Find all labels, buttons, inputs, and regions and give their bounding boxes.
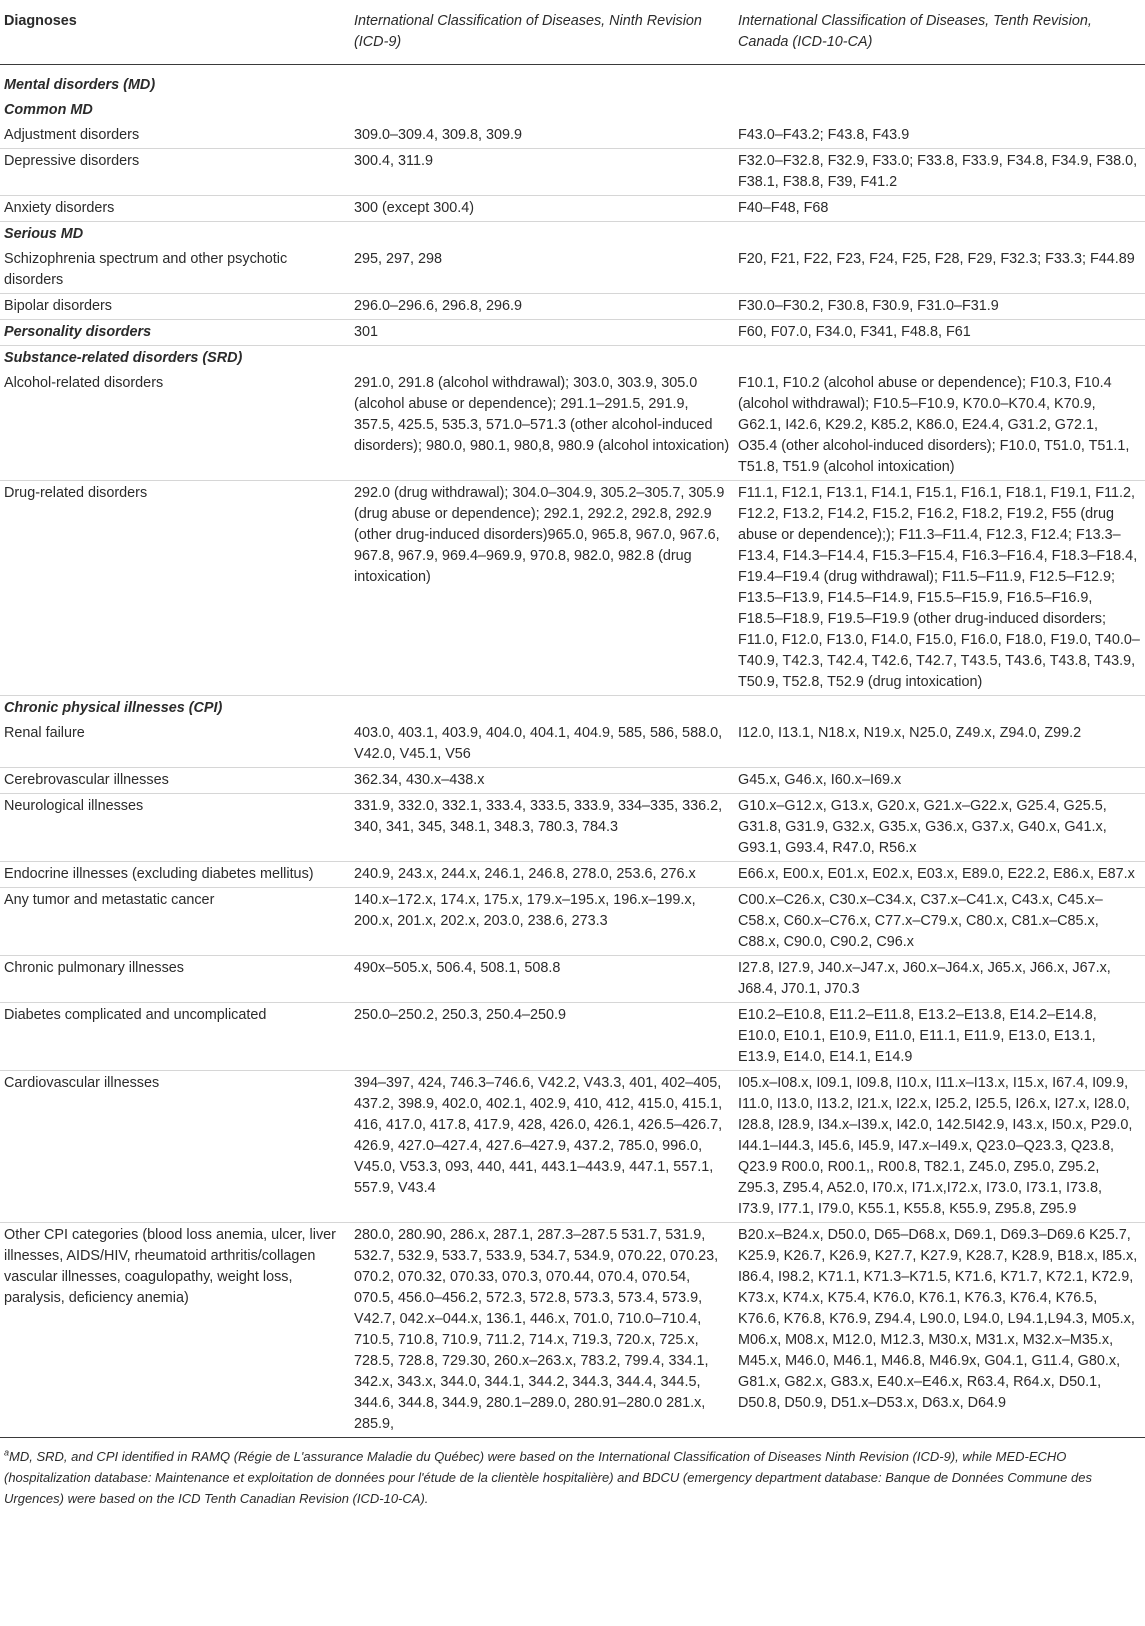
diagnosis-label: Endocrine illnesses (excluding diabetes mellitus) xyxy=(0,862,350,888)
footnote-text: MD, SRD, and CPI identified in RAMQ (Régie de L'assurance Maladie du Québec) were based on the International Classification of Diseases Ninth Revision (ICD-9), while MED-ECHO (hospitalization database: Maintenance et exploitation de données pour l'étude de la clientèle hospitalière) and BDCU (emergency department database: Banque de Données Commune des Urgences) were based on the ICD Tenth Canadian Revision (ICD-10-CA). xyxy=(4,1449,1092,1506)
diagnosis-label: Other CPI categories (blood loss anemia, ulcer, liver illnesses, AIDS/HIV, rheumatoid arthritis/collagen vascular illnesses, coagulopathy, weight loss, paralysis, deficiency anemia) xyxy=(0,1223,350,1438)
diagnosis-label: Anxiety disorders xyxy=(0,196,350,222)
section-row xyxy=(0,98,1145,123)
icd9-codes: 295, 297, 298 xyxy=(350,247,734,294)
table-row xyxy=(0,768,1145,794)
table-row xyxy=(0,956,1145,1003)
icd9-codes: 300.4, 311.9 xyxy=(350,149,734,196)
table-row xyxy=(0,123,1145,149)
diagnosis-label: Any tumor and metastatic cancer xyxy=(0,888,350,956)
icd10-codes: F20, F21, F22, F23, F24, F25, F28, F29, F32.3; F33.3; F44.89 xyxy=(734,247,1145,294)
icd10-codes: E10.2–E10.8, E11.2–E11.8, E13.2–E13.8, E14.2–E14.8, E10.0, E10.1, E10.9, E11.0, E11.1, E11.9, E13.0, E13.1, E13.9, E14.0, E14.1, E14.9 xyxy=(734,1003,1145,1071)
icd10-codes: F40–F48, F68 xyxy=(734,196,1145,222)
icd10-codes: F11.1, F12.1, F13.1, F14.1, F15.1, F16.1, F18.1, F19.1, F11.2, F12.2, F13.2, F14.2, F15.2, F16.2, F18.2, F19.2, F55 (drug abuse or dependence);); F11.3–F11.4, F12.3, F12.4; F13.3–F13.4, F14.3–F14.4, F15.3–F15.4, F16.3–F16.4, F18.3–F18.4, F19.4–F19.4 (drug withdrawal); F11.5–F11.9, F12.5–F12.9; F13.5–F13.9, F14.5–F14.9, F15.5–F15.9, F16.5–F16.9, F18.5–F18.9, F19.5–F19.9 (other drug-induced disorders; F11.0, F12.0, F13.0, F14.0, F15.0, F16.0, F18.0, F19.0, T40.0–T40.9, T42.3, T42.4, T42.6, T42.7, T43.5, T43.6, T43.8, T43.9, T50.9, T52.8, T52.9 (drug intoxication) xyxy=(734,481,1145,696)
icd10-codes: F32.0–F32.8, F32.9, F33.0; F33.8, F33.9, F34.8, F34.9, F38.0, F38.1, F38.8, F39, F41.2 xyxy=(734,149,1145,196)
diagnosis-label: Depressive disorders xyxy=(0,149,350,196)
table-row xyxy=(0,888,1145,956)
icd10-codes: I27.8, I27.9, J40.x–J47.x, J60.x–J64.x, J65.x, J66.x, J67.x, J68.4, J70.1, J70.3 xyxy=(734,956,1145,1003)
table-row xyxy=(0,1003,1145,1071)
diagnosis-label: Adjustment disorders xyxy=(0,123,350,149)
table-row xyxy=(0,721,1145,768)
icd9-codes: 331.9, 332.0, 332.1, 333.4, 333.5, 333.9, 334–335, 336.2, 340, 341, 345, 348.1, 348.3, 780.3, 784.3 xyxy=(350,794,734,862)
icd9-codes: 291.0, 291.8 (alcohol withdrawal); 303.0, 303.9, 305.0 (alcohol abuse or dependence); 291.1–291.5, 291.9, 357.5, 425.5, 535.3, 571.0–571.3 (other alcohol-induced disorders); 980.0, 980.1, 980,8, 980.9 (alcohol intoxication) xyxy=(350,371,734,481)
icd9-codes: 490x–505.x, 506.4, 508.1, 508.8 xyxy=(350,956,734,1003)
section-row xyxy=(0,65,1145,99)
icd10-codes: I05.x–I08.x, I09.1, I09.8, I10.x, I11.x–I13.x, I15.x, I67.4, I09.9, I11.0, I13.0, I13.2, I21.x, I22.x, I25.2, I25.5, I26.x, I27.x, I28.0, I28.8, I28.9, I34.x–I39.x, I42.0, 142.5I42.9, I43.x, I50.x, P29.0, I44.1–I44.3, I45.6, I45.9, I47.x–I49.x, Q23.0–Q23.3, Q23.8, Q23.9 R00.0, R00.1,, R00.8, T82.1, Z45.0, Z95.0, Z95.2, Z95.3, Z95.4, A52.0, I70.x, I71.x,I72.x, I73.0, I73.1, I73.8, I73.9, I77.1, I79.0, K55.1, K55.8, K55.9, Z95.8, Z95.9 xyxy=(734,1071,1145,1223)
table-row xyxy=(0,1071,1145,1223)
icd9-codes: 362.34, 430.x–438.x xyxy=(350,768,734,794)
table-row xyxy=(0,247,1145,294)
icd10-codes: E66.x, E00.x, E01.x, E02.x, E03.x, E89.0, E22.2, E86.x, E87.x xyxy=(734,862,1145,888)
diagnosis-label: Drug-related disorders xyxy=(0,481,350,696)
icd10-codes: G45.x, G46.x, I60.x–I69.x xyxy=(734,768,1145,794)
icd9-codes: 301 xyxy=(350,320,734,346)
section-row xyxy=(0,346,1145,372)
diagnosis-label: Chronic pulmonary illnesses xyxy=(0,956,350,1003)
header-icd9: International Classification of Diseases, Ninth Revision (ICD-9) xyxy=(350,0,734,65)
table-row xyxy=(0,1223,1145,1438)
table-row xyxy=(0,294,1145,320)
icd9-codes: 240.9, 243.x, 244.x, 246.1, 246.8, 278.0, 253.6, 276.x xyxy=(350,862,734,888)
footnote-marker: a xyxy=(4,1447,10,1458)
header-diagnoses: Diagnoses xyxy=(0,0,350,65)
table-row xyxy=(0,862,1145,888)
icd10-codes: G10.x–G12.x, G13.x, G20.x, G21.x–G22.x, G25.4, G25.5, G31.8, G31.9, G32.x, G35.x, G36.x, G37.x, G40.x, G41.x, G93.1, G93.4, R47.0, R56.x xyxy=(734,794,1145,862)
icd10-codes: F43.0–F43.2; F43.8, F43.9 xyxy=(734,123,1145,149)
icd10-codes: B20.x–B24.x, D50.0, D65–D68.x, D69.1, D69.3–D69.6 K25.7, K25.9, K26.7, K26.9, K27.7, K27.9, K28.7, K28.9, B18.x, I85.x, I86.4, I98.2, K71.1, K71.3–K71.5, K71.6, K71.7, K72.1, K72.9, K73.x, K74.x, K75.4, K76.0, K76.1, K76.3, K76.4, K76.5, K76.6, K76.8, K76.9, Z94.4, L90.0, L94.0, L94.1,L94.3, M05.x, M06.x, M08.x, M12.0, M12.3, M30.x, M31.x, M32.x–M35.x, M45.x, M46.0, M46.1, M46.8, M46.9x, G04.1, G11.4, G80.x, G81.x, G82.x, G83.x, E40.x–E46.x, R63.4, R64.x, D50.1, D50.8, D50.9, D51.x–D53.x, D63.x, D64.9 xyxy=(734,1223,1145,1438)
section-substance-related: Substance-related disorders (SRD) xyxy=(4,350,243,366)
diagnosis-label: Bipolar disorders xyxy=(0,294,350,320)
diagnosis-label: Alcohol-related disorders xyxy=(0,371,350,481)
icd10-codes: F10.1, F10.2 (alcohol abuse or dependence); F10.3, F10.4 (alcohol withdrawal); F10.5–F10.9, K70.0–K70.4, K70.9, G62.1, I42.6, K29.2, K85.2, K86.0, E24.4, G31.2, G72.1, O35.4 (other alcohol-induced disorders); F10.0, T51.0, T51.1, T51.8, T51.9 (alcohol intoxication) xyxy=(734,371,1145,481)
table-row xyxy=(0,794,1145,862)
table-row xyxy=(0,371,1145,481)
icd9-codes: 300 (except 300.4) xyxy=(350,196,734,222)
table-footnote xyxy=(0,1438,1145,1509)
icd9-codes: 250.0–250.2, 250.3, 250.4–250.9 xyxy=(350,1003,734,1071)
diagnosis-label: Personality disorders xyxy=(0,320,350,346)
table-header-row xyxy=(0,0,1145,65)
icd9-codes: 309.0–309.4, 309.8, 309.9 xyxy=(350,123,734,149)
diagnosis-label: Cerebrovascular illnesses xyxy=(0,768,350,794)
icd9-codes: 403.0, 403.1, 403.9, 404.0, 404.1, 404.9, 585, 586, 588.0, V42.0, V45.1, V56 xyxy=(350,721,734,768)
icd10-codes: I12.0, I13.1, N18.x, N19.x, N25.0, Z49.x, Z94.0, Z99.2 xyxy=(734,721,1145,768)
table-row xyxy=(0,196,1145,222)
section-chronic-physical: Chronic physical illnesses (CPI) xyxy=(4,700,223,716)
icd9-codes: 296.0–296.6, 296.8, 296.9 xyxy=(350,294,734,320)
diagnosis-label: Cardiovascular illnesses xyxy=(0,1071,350,1223)
icd9-codes: 292.0 (drug withdrawal); 304.0–304.9, 305.2–305.7, 305.9 (drug abuse or dependence); 292.1, 292.2, 292.8, 292.9 (other drug-induced disorders)965.0, 965.8, 967.0, 967.6, 967.8, 967.9, 969.4–969.9, 970.8, 982.0, 982.8 (drug intoxication) xyxy=(350,481,734,696)
header-icd10: International Classification of Diseases, Tenth Revision, Canada (ICD-10-CA) xyxy=(734,0,1145,65)
icd9-codes: 394–397, 424, 746.3–746.6, V42.2, V43.3, 401, 402–405, 437.2, 398.9, 402.0, 402.1, 402.9, 410, 412, 415.0, 415.1, 416, 417.0, 417.8, 417.9, 428, 426.0, 426.1, 426.5–426.7, 426.9, 427.0–427.4, 427.6–427.9, 437.2, 785.0, 996.0, V45.0, V53.3, 093, 440, 441, 443.1–443.9, 447.1, 557.1, 557.9, V43.4 xyxy=(350,1071,734,1223)
table-row xyxy=(0,481,1145,696)
table-row xyxy=(0,320,1145,346)
diagnosis-label: Neurological illnesses xyxy=(0,794,350,862)
section-row xyxy=(0,696,1145,722)
icd10-codes: F60, F07.0, F34.0, F341, F48.8, F61 xyxy=(734,320,1145,346)
icd9-codes: 280.0, 280.90, 286.x, 287.1, 287.3–287.5 531.7, 531.9, 532.7, 532.9, 533.7, 533.9, 534.7, 534.9, 070.22, 070.23, 070.2, 070.32, 070.33, 070.3, 070.44, 070.4, 070.54, 070.5, 456.0–456.2, 572.3, 572.8, 573.3, 573.4, 573.9, V42.7, 042.x–044.x, 136.1, 446.x, 701.0, 710.0–710.4, 710.5, 710.8, 710.9, 711.2, 714.x, 719.3, 720.x, 725.x, 728.5, 728.8, 729.30, 260.x–263.x, 783.2, 799.4, 334.1, 342.x, 343.x, 344.0, 344.1, 344.2, 344.3, 344.4, 344.5, 344.6, 344.8, 344.9, 280.1–289.0, 280.91–280.0 281.x, 285.9, xyxy=(350,1223,734,1438)
section-serious-md: Serious MD xyxy=(4,226,84,242)
section-row xyxy=(0,222,1145,248)
section-mental-disorders: Mental disorders (MD) xyxy=(4,77,156,93)
diagnosis-label: Schizophrenia spectrum and other psychotic disorders xyxy=(0,247,350,294)
section-common-md: Common MD xyxy=(4,102,93,118)
table-row xyxy=(0,149,1145,196)
icd10-codes: C00.x–C26.x, C30.x–C34.x, C37.x–C41.x, C43.x, C45.x–C58.x, C60.x–C76.x, C77.x–C79.x, C80.x, C81.x–C85.x, C88.x, C90.0, C90.2, C96.x xyxy=(734,888,1145,956)
icd10-codes: F30.0–F30.2, F30.8, F30.9, F31.0–F31.9 xyxy=(734,294,1145,320)
diagnosis-label: Diabetes complicated and uncomplicated xyxy=(0,1003,350,1071)
diagnosis-label: Renal failure xyxy=(0,721,350,768)
icd9-codes: 140.x–172.x, 174.x, 175.x, 179.x–195.x, 196.x–199.x, 200.x, 201.x, 202.x, 203.0, 238.6, 273.3 xyxy=(350,888,734,956)
